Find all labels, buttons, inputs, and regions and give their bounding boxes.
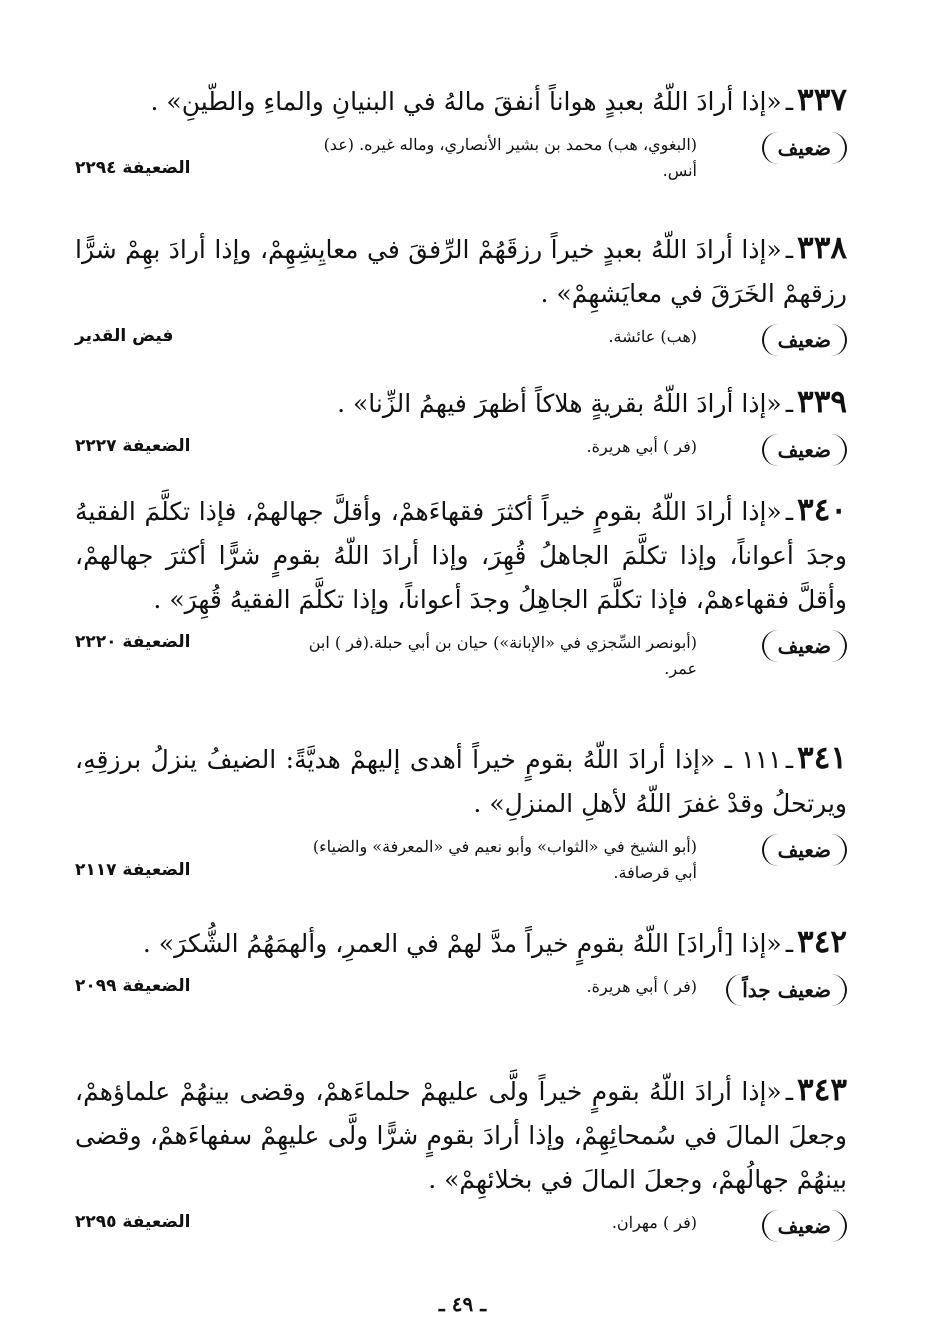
entry-number: ٣٣٩ (797, 384, 847, 420)
source-citation: (أبو الشيخ في «الثواب» وأبو نعيم في «المعرفة» والضياء) أبي قرصافة. (312, 837, 697, 882)
reference: فيض القدير (75, 326, 174, 346)
reference: الضعيفة ٢٢٢٠ (75, 632, 191, 652)
hadith-entry: ٣٤٣ـ«إذا أرادَ اللّهُ بقومٍ خيراً ولَّى عليهمْ حلماءَهمْ، وقضى بينهُمْ علماؤهمْ، وجعلَ المالَ في سُمحائِهِمْ، وإذا أرادَ بقومٍ شرًّا ولَّى عليهِمْ سفهاءَهمْ، وقضى بينهُمْ جهالُهمْ، وجعلَ المالَ في بخلائهِمْ» . ضعيف (فر ) مهران. الضعيفة ٢٢٩٥ (75, 1068, 847, 1246)
entry-text: «إذا أرادَ اللّهُ بقومٍ خيراً ولَّى عليهمْ حلماءَهمْ، وقضى بينهُمْ علماؤهمْ، وجعلَ المالَ في سُمحائِهِمْ، وإذا أرادَ بقومٍ شرًّا ولَّى عليهِمْ سفهاءَهمْ، وقضى بينهُمْ جهالُهمْ، وجعلَ المالَ في بخلائهِمْ» . (75, 1077, 847, 1194)
source-citation: (هب) عائشة. (608, 327, 697, 346)
entry-text: «إذا [أرادَ] اللّهُ بقومٍ خيراً مدَّ لهمْ في العمرِ، وألهمَهُمُ الشُّكرَ» . (142, 929, 782, 958)
source-citation: (فر ) أبي هريرة. (586, 437, 697, 456)
grade-label: ضعيف جداً (726, 974, 847, 1006)
entry-number: ٣٤١ (797, 740, 847, 776)
source-citation: (البغوي، هب) محمد بن بشير الأنصاري، وماله غيره. (عد) أنس. (323, 135, 697, 180)
grade-label: ضعيف (762, 630, 847, 662)
reference: الضعيفة ٢١١٧ (75, 860, 191, 880)
entry-meta (75, 626, 847, 678)
hadith-entry: ٣٤١ـ١١١ ـ «إذا أرادَ اللّهُ بقومٍ خيراً أهدى إليهمْ هديَّةً: الضيفُ ينزلُ برزقِهِ، ويرتحلُ وقدْ غفرَ اللّهُ لأهلِ المنزلِ» . ضعيف (أبو الشيخ في «الثواب» وأبو نعيم في «المعرفة» والضياء) أبي قرصافة. الضعيفة ٢١١٧ (75, 736, 847, 894)
reference: الضعيفة ٢٢٩٥ (75, 1212, 191, 1232)
entry-number: ٣٤٢ (797, 924, 847, 960)
entry-number: ٣٤٠ (797, 492, 847, 528)
entry-meta (75, 430, 847, 470)
reference: الضعيفة ٢٢٢٧ (75, 436, 191, 456)
grade-label: ضعيف (762, 1210, 847, 1242)
entry-text: ١١١ ـ «إذا أرادَ اللّهُ بقومٍ خيراً أهدى إليهمْ هديَّةً: الضيفُ ينزلُ برزقِهِ، ويرتحلُ وقدْ غفرَ اللّهُ لأهلِ المنزلِ» . (75, 745, 847, 818)
entry-meta (75, 320, 847, 360)
hadith-entry: ٣٣٩ـ«إذا أرادَ اللّهُ بقريةٍ هلاكاً أظهرَ فيهمُ الزِّنا» . ضعيف (فر ) أبي هريرة. الضعيفة ٢٢٢٧ (75, 380, 847, 470)
reference: الضعيفة ٢٠٩٩ (75, 976, 191, 996)
source-citation: (أبونصر السِّجزي في «الإبانة») حيان بن أبي حبلة.(فر ) ابن عمر. (308, 633, 697, 678)
entry-meta (75, 128, 847, 192)
entry-meta (75, 970, 847, 1010)
hadith-entry: ٣٤٠ـ«إذا أرادَ اللّهُ بقومٍ خيراً أكثرَ فقهاءَهمْ، وأقلَّ جهالهمْ، فإذا تكلَّمَ الفقيهُ وجدَ أعواناً، وإذا تكلَّمَ الجاهلُ قُهِرَ، وإذا أرادَ اللّهُ بقومٍ شرًّا أكثرَ جهالهمْ، وأقلَّ فقهاءهمْ، فإذا تكلَّمَ الجاهِلُ وجدَ أعواناً، وإذا تكلَّمَ الفقيهُ قُهِرَ» . ضعيف (أبونصر السِّجزي في «الإبانة») حيان بن أبي حبلة.(فر ) ابن عمر. الضعيفة ٢٢٢٠ (75, 488, 847, 666)
entry-text: «إذا أرادَ اللّهُ بعبدٍ هواناً أنفقَ مالهُ في البنيانِ والماءِ والطّينِ» . (150, 87, 782, 116)
entry-meta (75, 830, 847, 894)
source-citation: (فر ) مهران. (611, 1213, 697, 1232)
hadith-entry: ٣٤٢ـ«إذا [أرادَ] اللّهُ بقومٍ خيراً مدَّ لهمْ في العمرِ، وألهمَهُمُ الشُّكرَ» . ضعيف جداً (فر ) أبي هريرة. الضعيفة ٢٠٩٩ (75, 920, 847, 1010)
grade-label: ضعيف (762, 132, 847, 164)
grade-label: ضعيف (762, 324, 847, 356)
reference: الضعيفة ٢٢٩٤ (75, 158, 191, 178)
grade-label: ضعيف (762, 834, 847, 866)
entry-text: «إذا أرادَ اللّهُ بقريةٍ هلاكاً أظهرَ فيهمُ الزِّنا» . (337, 389, 782, 418)
hadith-entry: ٣٣٨ـ«إذا أرادَ اللّهُ بعبدٍ خيراً رزقَهُمْ الرِّفقَ في معايِشِهِمْ، وإذا أرادَ بهِمْ شرًّا رزقهمْ الخَرَقَ في معايَشهِمْ» . ضعيف (هب) عائشة. فيض القدير (75, 226, 847, 360)
grade-label: ضعيف (762, 434, 847, 466)
entry-text: «إذا أرادَ اللّهُ بقومٍ خيراً أكثرَ فقهاءَهمْ، وأقلَّ جهالهمْ، فإذا تكلَّمَ الفقيهُ وجدَ أعواناً، وإذا تكلَّمَ الجاهلُ قُهِرَ، وإذا أرادَ اللّهُ بقومٍ شرًّا أكثرَ جهالهمْ، وأقلَّ فقهاءهمْ، فإذا تكلَّمَ الجاهِلُ وجدَ أعواناً، وإذا تكلَّمَ الفقيهُ قُهِرَ» . (75, 497, 847, 614)
entry-number: ٣٤٣ (797, 1072, 847, 1108)
source-citation: (فر ) أبي هريرة. (586, 977, 697, 996)
entry-meta (75, 1206, 847, 1246)
page-number: ـ ٤٩ ـ (438, 1292, 487, 1316)
entry-number: ٣٣٧ (797, 82, 847, 118)
entry-number: ٣٣٨ (797, 230, 847, 266)
entry-text: «إذا أرادَ اللّهُ بعبدٍ خيراً رزقَهُمْ الرِّفقَ في معايِشِهِمْ، وإذا أرادَ بهِمْ شرًّا رزقهمْ الخَرَقَ في معايَشهِمْ» . (75, 235, 847, 308)
hadith-entry: ٣٣٧ـ«إذا أرادَ اللّهُ بعبدٍ هواناً أنفقَ مالهُ في البنيانِ والماءِ والطّينِ» . ضعيف (البغوي، هب) محمد بن بشير الأنصاري، وماله غيره. (عد) أنس. الضعيفة ٢٢٩٤ (75, 78, 847, 192)
